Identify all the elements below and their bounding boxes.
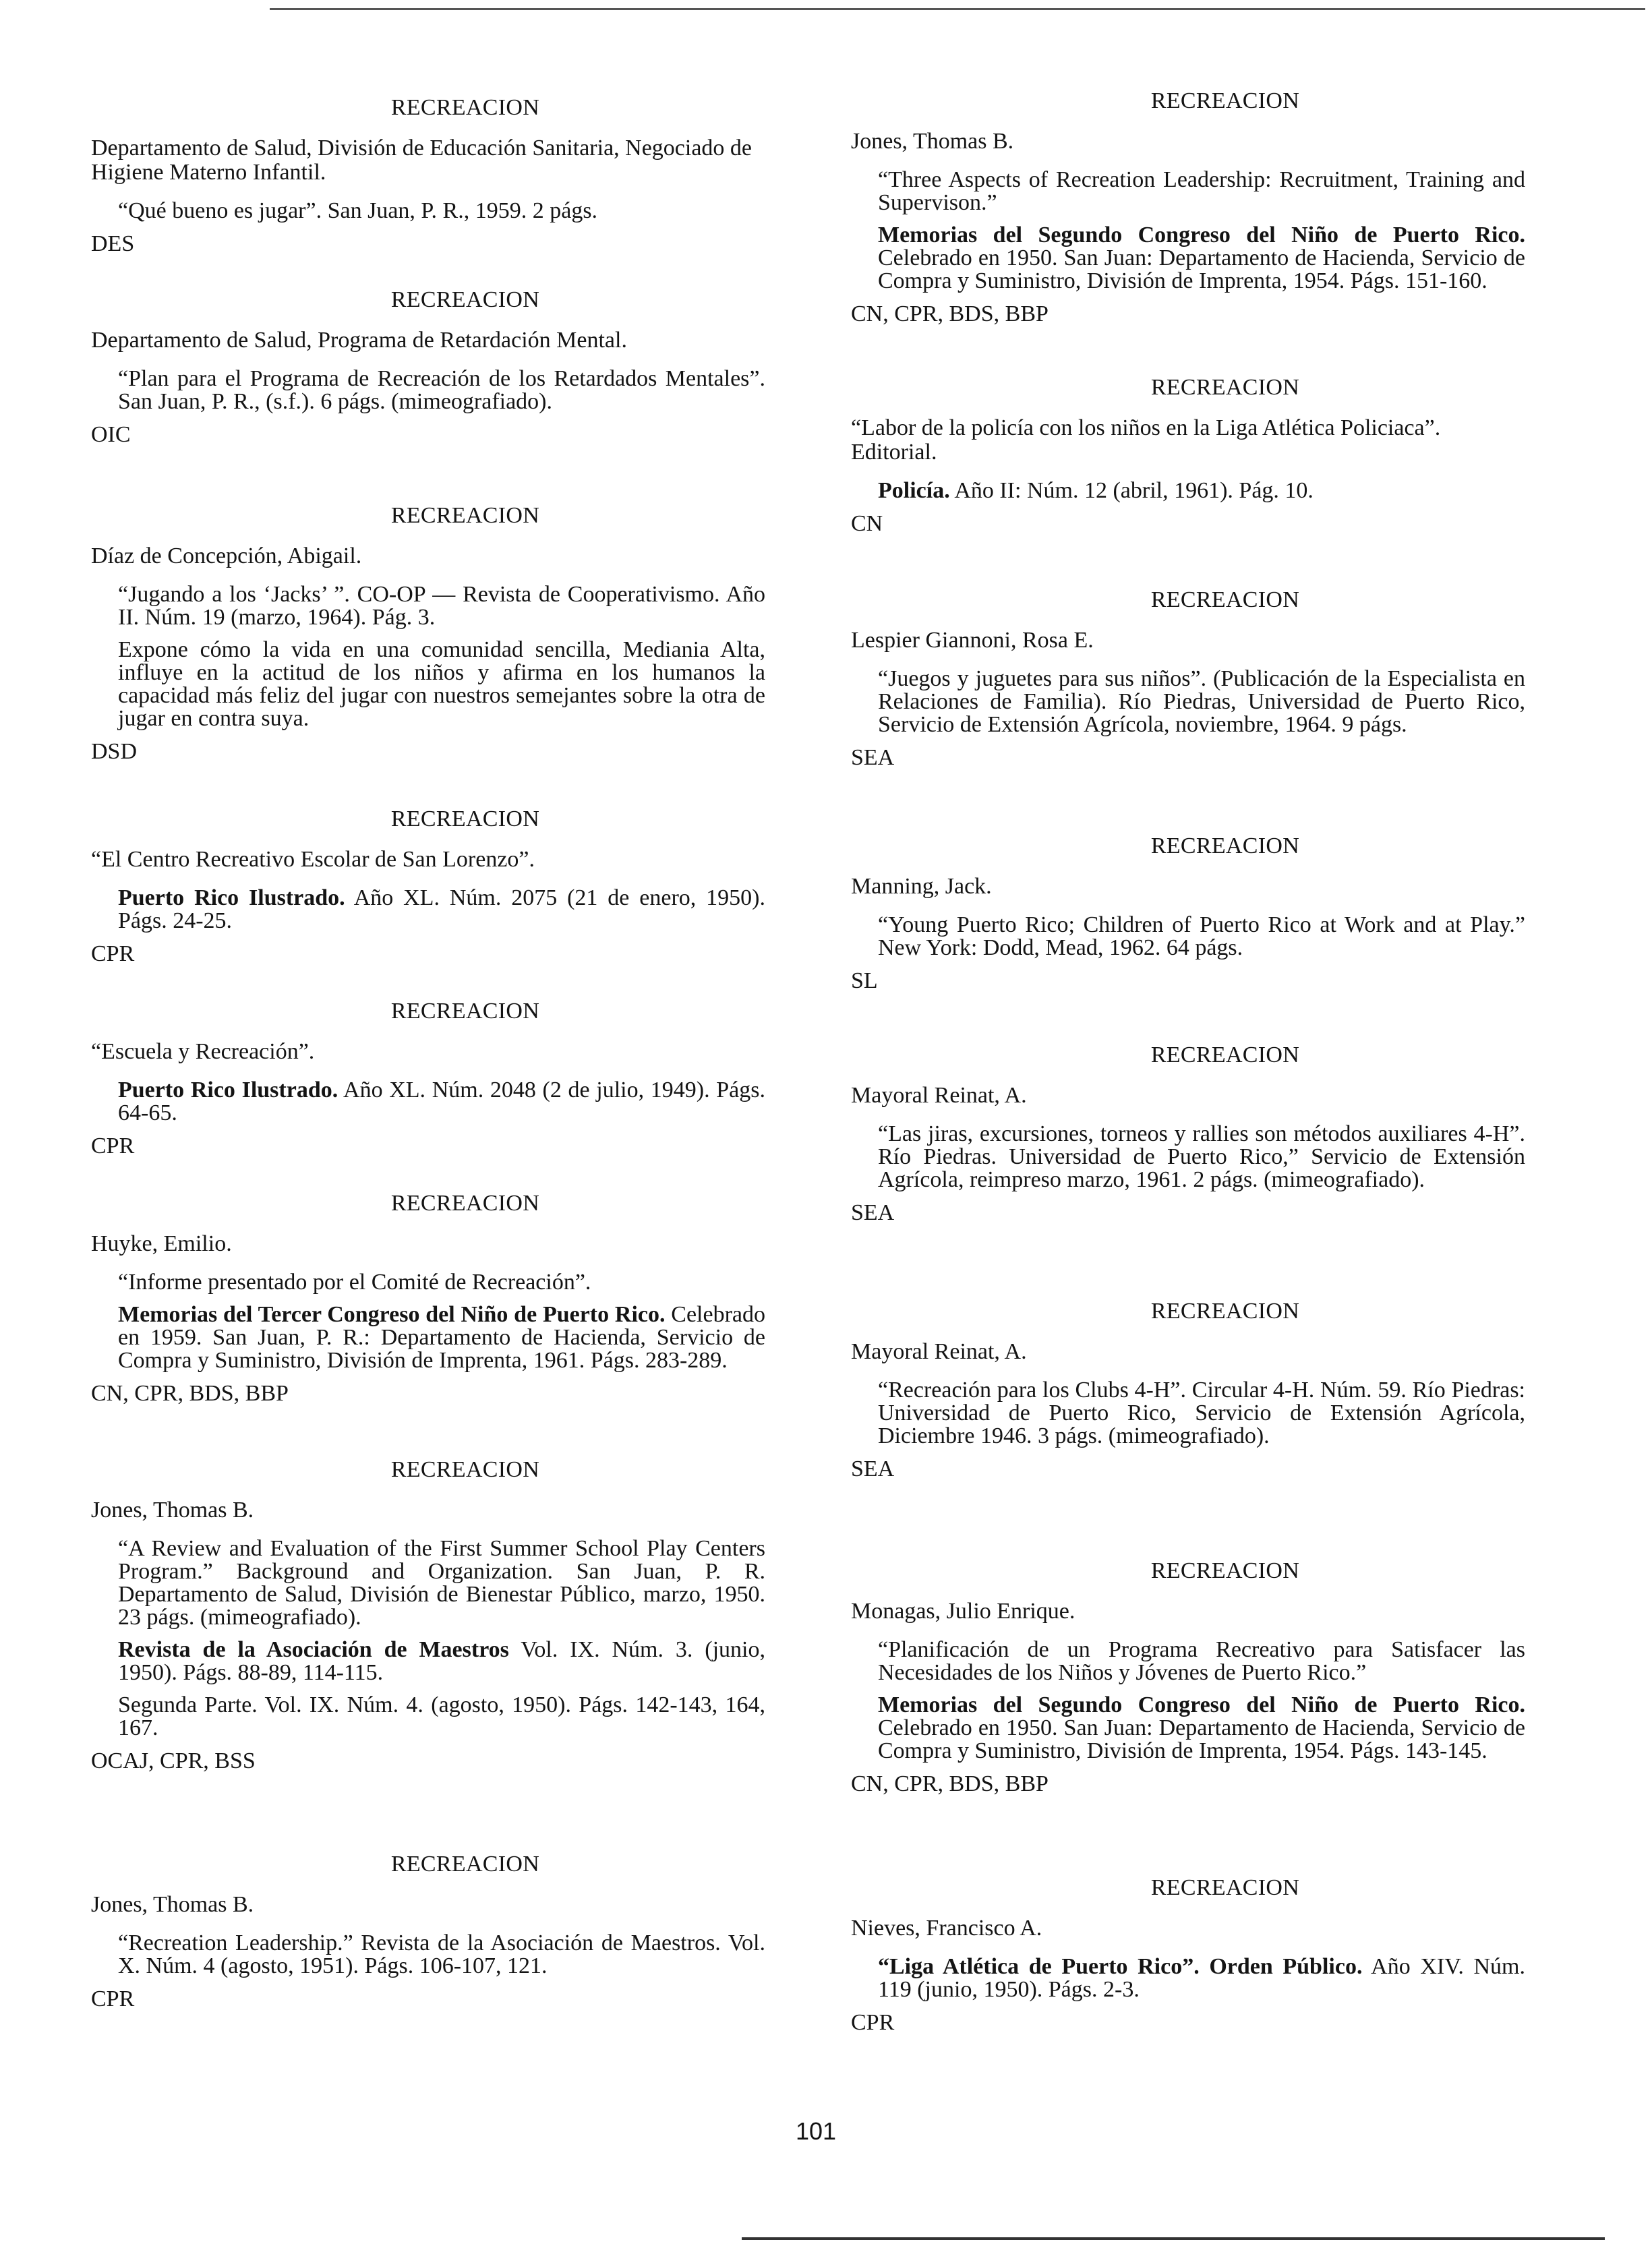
publication-details: Año XL. Núm. 2048 (2 de julio, 1949). Págs. 64-65. — [118, 1078, 765, 1125]
entry-author: Mayoral Reinat, A. — [851, 1083, 1027, 1108]
publication-details: Año II: Núm. 12 (abril, 1961). Pág. 10. — [949, 478, 1314, 503]
bibliography-entry — [91, 1851, 765, 2011]
bibliography-entry — [91, 94, 765, 256]
bibliography-entry — [91, 502, 765, 764]
entry-heading: RECREACION — [1150, 1558, 1300, 1583]
entry-title: “Recreation Leadership.” Revista de la Asociación de Maestros. Vol. X. Núm. 4 (agosto, 1951). Págs. 106-107, 121. — [118, 1930, 765, 1978]
bibliography-entry — [851, 1042, 1525, 1225]
entry-author: Departamento de Salud, Programa de Retardación Mental. — [91, 328, 627, 353]
publication-details: Vol. IX. Núm. 3. (junio, 1950). Págs. 88-89, 114-115. — [118, 1637, 766, 1685]
entry-library-codes: CN — [851, 511, 883, 536]
entry-author: Monagas, Julio Enrique. — [851, 1599, 1075, 1624]
entry-publication — [118, 1303, 765, 1372]
bibliography-entry — [91, 287, 765, 447]
publication-name: Puerto Rico Ilustrado. — [118, 1078, 338, 1102]
entry-heading: RECREACION — [390, 95, 540, 120]
entry-author: “Escuela y Recreación”. — [91, 1039, 315, 1064]
entry-title: “A Review and Evaluation of the First Summer School Play Centers Program.” Background and Organization. San Juan, P. R. Departamento de Salud, División de Bienestar Público, marzo, 1950. 23 págs. (mimeografiado). — [118, 1536, 765, 1630]
bibliography-entry — [851, 374, 1525, 536]
publication-details: Año XL. Núm. 2075 (21 de enero, 1950). Págs. 24-25. — [118, 885, 765, 933]
entry-title: “Las jiras, excursiones, torneos y rallies son métodos auxiliares 4-H”. Río Piedras. Universidad de Puerto Rico,” Servicio de Extensión Agrícola, reimpreso marzo, 1961. 2 págs. (mimeografiado). — [878, 1121, 1525, 1192]
entry-title: “Qué bueno es jugar”. San Juan, P. R., 1959. 2 págs. — [118, 198, 598, 223]
entry-library-codes: SEA — [851, 1456, 895, 1481]
bibliography-entry — [91, 1190, 765, 1406]
entry-author: “Labor de la policía con los niños en la Liga Atlética Policiaca”. Editorial. — [851, 415, 1441, 465]
page-number: 101 — [795, 2117, 837, 2145]
entry-title: “Plan para el Programa de Recreación de los Retardados Mentales”. San Juan, P. R., (s.f.). 6 págs. (mimeografiado). — [118, 366, 765, 414]
bibliography-entry — [851, 88, 1525, 326]
entry-library-codes: SL — [851, 968, 878, 993]
entry-heading: RECREACION — [390, 999, 540, 1024]
entry-publication — [118, 1639, 765, 1684]
entry-author: Manning, Jack. — [851, 874, 992, 899]
entry-library-codes: CN, CPR, BDS, BBP — [851, 1771, 1049, 1796]
entry-author: Jones, Thomas B. — [91, 1892, 254, 1917]
entry-heading: RECREACION — [1150, 1042, 1300, 1067]
entry-title: “Juegos y juguetes para sus niños”. (Publicación de la Especialista en Relaciones de Familia). Río Piedras, Universidad de Puerto Rico, Servicio de Extensión Agrícola, noviembre, 1964. 9 págs. — [878, 666, 1525, 737]
bibliography-entry — [91, 806, 765, 966]
entry-author: Mayoral Reinat, A. — [851, 1339, 1027, 1364]
entry-publication — [878, 1694, 1525, 1763]
entry-heading: RECREACION — [1150, 88, 1300, 113]
publication-details: Celebrado en 1959. San Juan, P. R.: Departamento de Hacienda, Servicio de Compra y Suministro, División de Imprenta, 1961. Págs. 283-289. — [118, 1302, 765, 1373]
entry-heading: RECREACION — [1150, 375, 1300, 400]
entry-heading: RECREACION — [390, 1457, 540, 1482]
publication-name: Revista de la Asociación de Maestros — [118, 1637, 509, 1662]
bibliography-entry — [91, 1456, 765, 1773]
entry-author: Lespier Giannoni, Rosa E. — [851, 628, 1094, 653]
entry-publication — [118, 887, 765, 933]
entry-heading: RECREACION — [390, 287, 540, 312]
entry-library-codes: SEA — [851, 1200, 895, 1225]
top-rule — [270, 8, 1645, 10]
bibliography-entry — [91, 998, 765, 1158]
entry-heading: RECREACION — [1150, 1299, 1300, 1324]
publication-name: Memorias del Segundo Congreso del Niño de Puerto Rico. — [878, 1692, 1525, 1717]
entry-author: Díaz de Concepción, Abigail. — [91, 543, 362, 568]
bibliography-entry — [851, 1558, 1525, 1796]
publication-name: Memorias del Segundo Congreso del Niño de Puerto Rico. — [878, 223, 1525, 247]
entry-library-codes: DSD — [91, 739, 138, 764]
publication-name: Puerto Rico Ilustrado. — [118, 885, 345, 910]
entry-library-codes: CPR — [91, 1133, 135, 1158]
publication-details: Celebrado en 1950. San Juan: Departamento de Hacienda, Servicio de Compra y Suministro, División de Imprenta, 1954. Págs. 151-160. — [878, 245, 1525, 293]
entry-heading: RECREACION — [1150, 1875, 1300, 1900]
publication-name: Memorias del Tercer Congreso del Niño de Puerto Rico. — [118, 1302, 666, 1327]
publication-details: Celebrado en 1950. San Juan: Departamento de Hacienda, Servicio de Compra y Suministro, División de Imprenta, 1954. Págs. 143-145. — [878, 1715, 1525, 1763]
entry-author: Jones, Thomas B. — [851, 129, 1014, 154]
entry-title: “Jugando a los ‘Jacks’ ”. CO-OP — Revista de Cooperativismo. Año II. Núm. 19 (marzo, 1964). Pág. 3. — [118, 582, 765, 630]
entry-library-codes: CPR — [91, 941, 135, 966]
bibliography-entry — [851, 833, 1525, 993]
entry-library-codes: CPR — [851, 2010, 895, 2035]
bibliography-entry — [851, 1298, 1525, 1481]
entry-title: “Informe presentado por el Comité de Recreación”. — [118, 1270, 591, 1295]
entry-publication — [878, 1955, 1525, 2001]
entry-library-codes: CN, CPR, BDS, BBP — [851, 301, 1049, 326]
bibliography-entry — [851, 587, 1525, 770]
entry-library-codes: CN, CPR, BDS, BBP — [91, 1381, 289, 1406]
entry-library-codes: SEA — [851, 745, 895, 770]
publication-name: Policía. — [878, 478, 950, 503]
entry-author: Nieves, Francisco A. — [851, 1916, 1042, 1941]
entry-notes: Segunda Parte. Vol. IX. Núm. 4. (agosto, 1950). Págs. 142-143, 164, 167. — [118, 1692, 765, 1740]
entry-author: Huyke, Emilio. — [91, 1231, 232, 1256]
entry-title: “Three Aspects of Recreation Leadership: Recruitment, Training and Supervison.” — [878, 167, 1525, 215]
entry-library-codes: OCAJ, CPR, BSS — [91, 1748, 256, 1773]
entry-heading: RECREACION — [1150, 587, 1300, 612]
entry-heading: RECREACION — [1150, 833, 1300, 858]
entry-publication — [878, 224, 1525, 293]
bibliography-entry — [851, 1875, 1525, 2035]
entry-publication — [878, 479, 1525, 502]
publication-name: “Liga Atlética de Puerto Rico”. Orden Público. — [878, 1954, 1363, 1979]
entry-author: Jones, Thomas B. — [91, 1498, 254, 1523]
entry-author: “El Centro Recreativo Escolar de San Lorenzo”. — [91, 847, 535, 872]
entry-library-codes: CPR — [91, 1986, 135, 2011]
entry-title: “Recreación para los Clubs 4-H”. Circular 4-H. Núm. 59. Río Piedras: Universidad de Puerto Rico, Servicio de Extensión Agrícola, Diciembre 1946. 3 págs. (mimeografiado). — [878, 1378, 1525, 1448]
entry-library-codes: OIC — [91, 422, 131, 447]
entry-publication — [118, 1079, 765, 1125]
publication-details: Año XIV. Núm. 119 (junio, 1950). Págs. 2-3. — [878, 1954, 1525, 2002]
entry-heading: RECREACION — [390, 1191, 540, 1216]
entry-title: “Planificación de un Programa Recreativo para Satisfacer las Necesidades de los Niños y Jóvenes de Puerto Rico.” — [878, 1637, 1525, 1685]
entry-heading: RECREACION — [390, 1852, 540, 1877]
entry-heading: RECREACION — [390, 806, 540, 831]
entry-heading: RECREACION — [390, 503, 540, 528]
bottom-rule — [742, 2237, 1605, 2240]
entry-title: “Young Puerto Rico; Children of Puerto Rico at Work and at Play.” New York: Dodd, Mead, 1962. 64 págs. — [878, 912, 1525, 960]
entry-author: Departamento de Salud, División de Educación Sanitaria, Negociado de Higiene Materno Infantil. — [91, 136, 753, 185]
entry-library-codes: DES — [91, 231, 135, 256]
entry-notes: Expone cómo la vida en una comunidad sencilla, Mediania Alta, influye en la actitud de los niños y afirma en los humanos la capacidad más feliz del jugar con nuestros semejantes sobre la otra de jugar en contra suya. — [118, 637, 765, 731]
